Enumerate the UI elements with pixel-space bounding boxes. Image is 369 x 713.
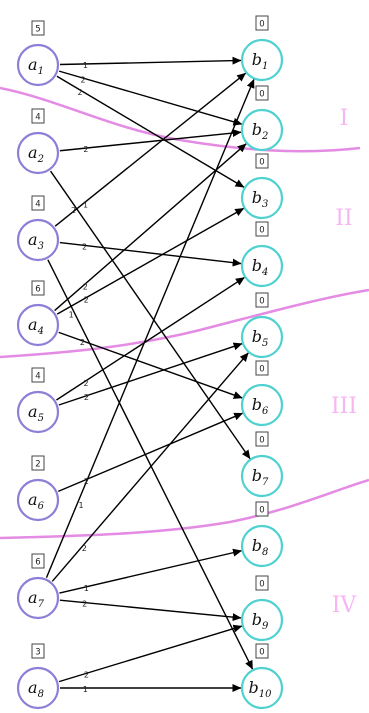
node-circle bbox=[242, 385, 282, 425]
node-label-subscript: 7 bbox=[261, 477, 269, 488]
edge-weight-label: 2 bbox=[81, 544, 87, 554]
node-label-subscript: 1 bbox=[261, 61, 269, 72]
node-label-subscript: 3 bbox=[37, 241, 44, 252]
node-label-subscript: 6 bbox=[261, 406, 269, 417]
node-circle bbox=[18, 392, 58, 432]
edge-weight-label: 1 bbox=[82, 60, 89, 70]
node-label-base: a bbox=[28, 588, 38, 607]
node-label-subscript: 8 bbox=[37, 689, 44, 700]
node-a8 bbox=[18, 644, 58, 708]
capacity-label: 0 bbox=[259, 157, 265, 168]
node-label-base: b bbox=[251, 120, 262, 139]
node-label-subscript: 5 bbox=[261, 338, 269, 349]
node-circle bbox=[242, 600, 282, 640]
node-b3 bbox=[242, 154, 282, 218]
node-b6 bbox=[242, 361, 282, 425]
edge-weight-label: 2 bbox=[83, 393, 89, 403]
node-label-subscript: 2 bbox=[261, 131, 269, 142]
capacity-label: 0 bbox=[259, 647, 265, 658]
node-circle bbox=[18, 45, 58, 85]
node-a6 bbox=[18, 456, 58, 520]
node-circle bbox=[242, 40, 282, 80]
node-label-base: b bbox=[251, 536, 262, 555]
node-b1 bbox=[242, 16, 282, 80]
capacity-label: 6 bbox=[35, 284, 41, 295]
edge-a3-b10 bbox=[48, 260, 253, 670]
node-label-base: a bbox=[28, 678, 38, 697]
edge-weight-label: 2 bbox=[77, 87, 83, 97]
edge-weight-label: 2 bbox=[81, 242, 88, 252]
edge-weight-label: 2 bbox=[83, 145, 89, 155]
capacity-label: 0 bbox=[259, 19, 265, 30]
node-b4 bbox=[242, 222, 282, 286]
edge-weight-label: 2 bbox=[83, 295, 89, 305]
node-label-base: b bbox=[251, 256, 262, 275]
edge-a4-b6 bbox=[59, 332, 243, 398]
nodes bbox=[18, 16, 282, 708]
capacity-label: 4 bbox=[35, 112, 41, 123]
node-circle bbox=[18, 305, 58, 345]
node-circle bbox=[242, 456, 282, 496]
capacity-label: 0 bbox=[259, 225, 265, 236]
edge-weight-label: 2 bbox=[82, 282, 88, 292]
node-circle bbox=[18, 668, 58, 708]
edge-weight-label: 1 bbox=[78, 501, 84, 511]
node-b5 bbox=[242, 293, 282, 357]
node-label-subscript: 8 bbox=[261, 547, 269, 558]
node-label-subscript: 6 bbox=[37, 501, 44, 512]
node-a3 bbox=[18, 196, 58, 260]
node-circle bbox=[18, 480, 58, 520]
node-label-base: a bbox=[28, 230, 38, 249]
node-label-base: b bbox=[251, 395, 262, 414]
edge-weight-label: 2 bbox=[80, 75, 86, 85]
edge-weight-label: 2 bbox=[83, 670, 89, 680]
node-a4 bbox=[18, 281, 58, 345]
node-label-base: b bbox=[251, 610, 262, 629]
node-label-base: a bbox=[28, 143, 38, 162]
node-circle bbox=[242, 246, 282, 286]
edge-weight-label: 1 bbox=[83, 200, 89, 210]
node-label-subscript: 4 bbox=[261, 267, 269, 278]
node-label-base: b bbox=[251, 188, 262, 207]
node-label-base: a bbox=[28, 402, 38, 421]
node-label-subscript: 1 bbox=[37, 66, 44, 77]
region-4-label: IV bbox=[331, 593, 357, 618]
node-label-base: b bbox=[251, 327, 262, 346]
node-circle bbox=[242, 110, 282, 150]
node-circle bbox=[242, 526, 282, 566]
node-b2 bbox=[242, 86, 282, 150]
node-b10 bbox=[242, 644, 282, 708]
node-label-subscript: 10 bbox=[258, 689, 272, 700]
node-label-base: b bbox=[251, 466, 262, 485]
edges bbox=[46, 60, 253, 688]
node-label-subscript: 4 bbox=[37, 326, 44, 337]
region-1-label: I bbox=[339, 106, 349, 131]
node-b9 bbox=[242, 576, 282, 640]
node-circle bbox=[242, 317, 282, 357]
edge-weight-label: 2 bbox=[70, 205, 77, 215]
node-label-base: a bbox=[28, 490, 38, 509]
capacity-label: 0 bbox=[259, 435, 265, 446]
node-label-base: a bbox=[28, 55, 38, 74]
node-label-subscript: 7 bbox=[37, 599, 44, 610]
edge-weight-label: 2 bbox=[79, 338, 85, 348]
node-label-base: a bbox=[28, 315, 38, 334]
node-a2 bbox=[18, 109, 58, 173]
capacity-label: 0 bbox=[259, 505, 265, 516]
edge-weights bbox=[69, 61, 89, 694]
edge-weight-label: 1 bbox=[83, 583, 89, 593]
node-b7 bbox=[242, 432, 282, 496]
region-2-label: II bbox=[335, 206, 353, 231]
edge-weight-label: 2 bbox=[83, 378, 89, 388]
node-label-subscript: 5 bbox=[37, 413, 44, 424]
node-circle bbox=[18, 133, 58, 173]
node-circle bbox=[242, 178, 282, 218]
node-label-subscript: 3 bbox=[261, 199, 269, 210]
capacity-label: 0 bbox=[259, 579, 265, 590]
edge-weight-label: 1 bbox=[68, 310, 74, 320]
node-label-base: b bbox=[248, 678, 259, 697]
capacity-label: 0 bbox=[259, 296, 265, 307]
edge-weight-label: 2 bbox=[83, 476, 89, 486]
capacity-label: 4 bbox=[35, 199, 41, 210]
node-label-subscript: 9 bbox=[261, 621, 269, 632]
node-circle bbox=[18, 220, 58, 260]
capacity-label: 0 bbox=[259, 89, 265, 100]
node-a5 bbox=[18, 368, 58, 432]
region-3-label: III bbox=[330, 394, 358, 419]
node-circle bbox=[18, 578, 58, 618]
edge-a2-b7 bbox=[51, 171, 250, 459]
edge-weight-label: 2 bbox=[82, 599, 88, 609]
capacity-label: 5 bbox=[35, 24, 41, 35]
capacity-label: 0 bbox=[259, 364, 265, 375]
capacity-label: 4 bbox=[35, 371, 41, 382]
node-a1 bbox=[18, 21, 58, 85]
capacity-label: 6 bbox=[35, 557, 41, 568]
capacity-label: 3 bbox=[35, 647, 41, 658]
capacity-label: 2 bbox=[35, 459, 41, 470]
node-label-subscript: 2 bbox=[37, 154, 44, 165]
edge-weight-label: 1 bbox=[82, 685, 88, 694]
node-label-base: b bbox=[251, 50, 262, 69]
region-labels bbox=[331, 106, 357, 618]
